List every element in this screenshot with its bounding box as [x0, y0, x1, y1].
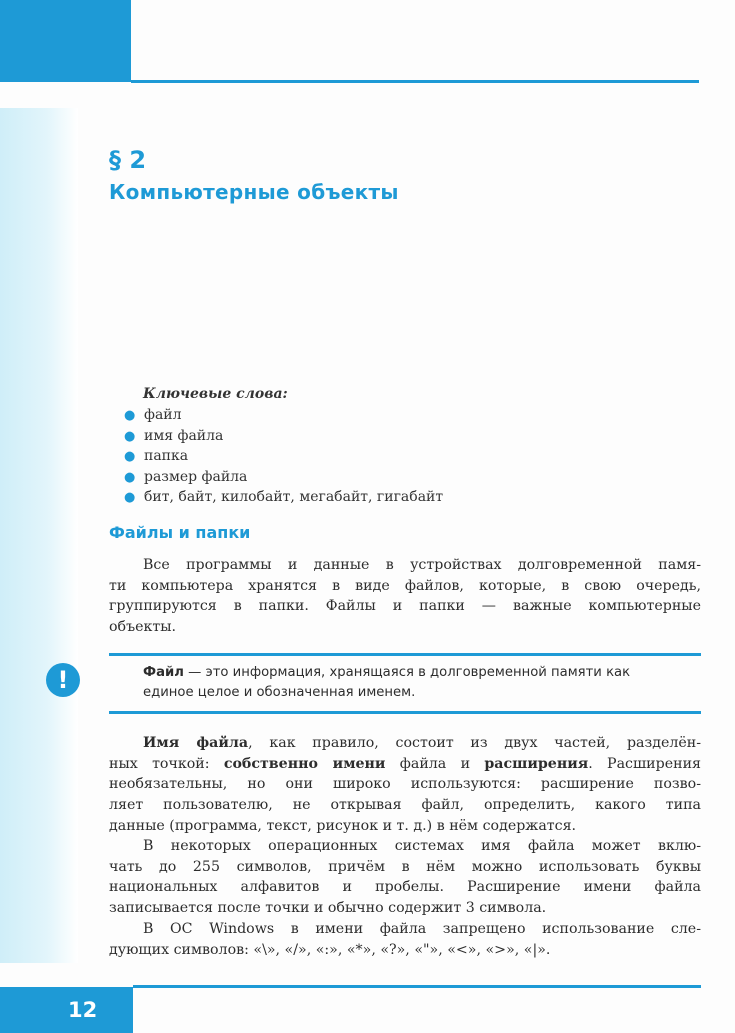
text-fragment: , как правило, состоит из двух частей, разделён-	[248, 735, 702, 751]
text-line: чать до 255 символов, причём в нём можно использовать буквы	[109, 858, 701, 875]
os-paragraph	[109, 836, 701, 919]
filename-paragraph	[109, 733, 701, 837]
definition-text: — это информация, хранящаяся в долговременной памяти как	[183, 665, 631, 680]
text-line: ляет пользователю, не открывая файл, определить, какого типа	[109, 797, 701, 814]
keyword-item	[124, 487, 443, 508]
term-filename: Имя файла	[143, 735, 249, 751]
bullet-icon: ●	[124, 490, 136, 506]
bullet-icon: ●	[124, 469, 136, 485]
text-line: В некоторых операционных системах имя файла может вклю-	[143, 838, 701, 854]
definition-line: единое целое и обозначенная именем.	[143, 685, 416, 700]
keyword-item	[124, 426, 443, 447]
keyword-text: папка	[144, 448, 189, 465]
text-line: данные (программа, текст, рисунок и т. д.) в нём содержатся.	[109, 817, 577, 834]
definition-line	[143, 663, 701, 683]
footer-rule	[133, 985, 701, 988]
bullet-icon: ●	[124, 428, 136, 444]
intro-paragraph	[109, 555, 701, 638]
header-color-block	[0, 0, 131, 82]
side-decorative-strip	[0, 108, 78, 963]
keywords-list	[124, 405, 443, 508]
subsection-title: Файлы и папки	[109, 523, 251, 542]
bullet-icon: ●	[124, 449, 136, 465]
text-line: необязательны, но они широко используются: расширение позво-	[109, 776, 701, 793]
text-line	[109, 754, 701, 775]
windows-paragraph	[109, 919, 701, 960]
keyword-text: размер файла	[144, 468, 248, 485]
definition-term: Файл	[143, 665, 184, 680]
exclamation-icon: !	[46, 663, 80, 697]
text-fragment: ных точкой:	[109, 755, 224, 772]
keywords-heading: Ключевые слова:	[143, 386, 288, 402]
keyword-item	[124, 467, 443, 488]
text-line: Все программы и данные в устройствах долговременной памя-	[143, 557, 701, 573]
term-extension: расширения	[484, 755, 589, 772]
bullet-icon: ●	[124, 408, 136, 423]
keyword-item	[124, 446, 443, 467]
text-line	[109, 733, 701, 754]
text-fragment: . Расширения	[588, 755, 701, 772]
page-number: 12	[68, 998, 98, 1022]
text-line: национальных алфавитов и пробелы. Расширение имени файла	[109, 879, 701, 896]
definition-rule-top	[109, 653, 701, 656]
term-own-name: собственно имени	[223, 755, 386, 772]
section-title: Компьютерные объекты	[109, 180, 399, 204]
text-line: объекты.	[109, 619, 177, 636]
text-fragment: файла и	[385, 755, 485, 772]
header-rule	[131, 80, 699, 83]
keyword-text: имя файла	[144, 427, 224, 444]
text-line: записывается после точки и обычно содержит 3 символа.	[109, 900, 547, 917]
keyword-item	[124, 405, 443, 426]
definition-rule-bottom	[109, 711, 701, 714]
text-line: группируются в папки. Файлы и папки — важные компьютерные	[109, 598, 701, 615]
text-line: ти компьютера хранятся в виде файлов, которые, в свою очередь,	[109, 577, 701, 594]
keyword-text: бит, байт, килобайт, мегабайт, гигабайт	[144, 489, 444, 506]
text-line: дующих символов: «\», «/», «:», «*», «?», «"», «<», «>», «|».	[109, 941, 551, 958]
section-number: § 2	[109, 146, 147, 174]
definition-box	[143, 663, 701, 703]
keyword-text: файл	[144, 407, 182, 423]
text-line: В ОС Windows в имени файла запрещено использование сле-	[143, 921, 701, 937]
